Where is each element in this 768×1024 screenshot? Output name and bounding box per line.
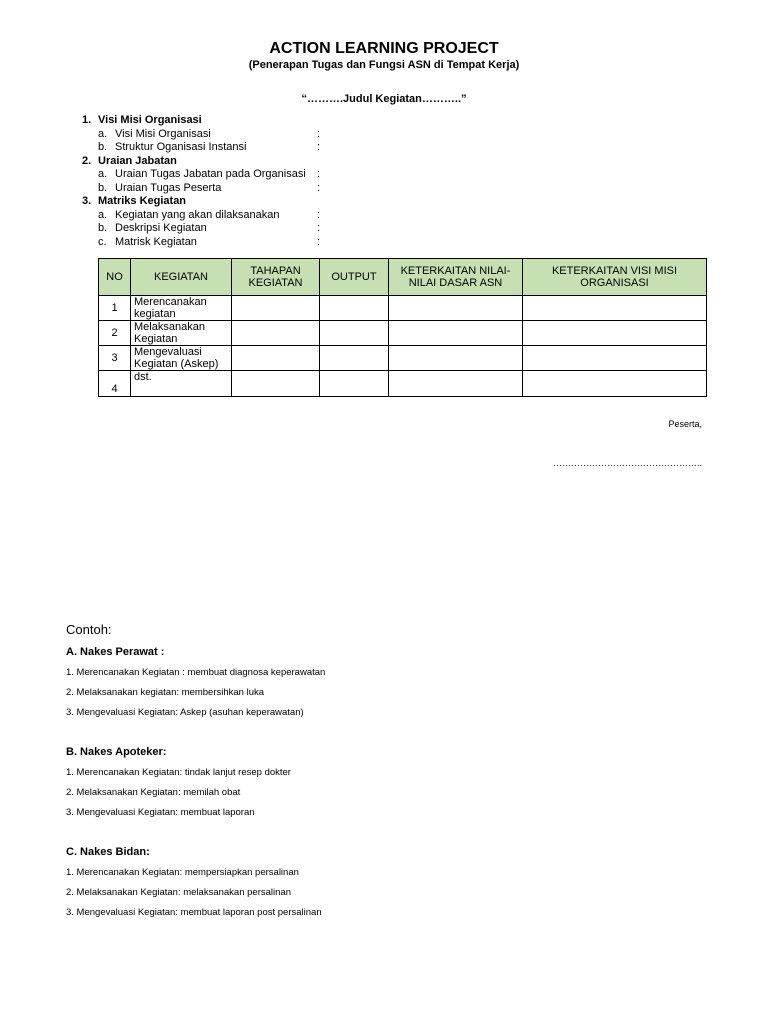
section-outline xyxy=(82,114,342,249)
cell-tahapan xyxy=(232,321,320,346)
cell-output xyxy=(320,346,389,371)
activity-title-placeholder: “……….Judul Kegiatan………..” xyxy=(301,93,467,105)
item-colon: : xyxy=(317,127,321,140)
example-item: 3. Mengevaluasi Kegiatan: membuat laporan xyxy=(66,807,255,818)
column-header-nilai-dasar: KETERKAITAN NILAI-NILAI DASAR ASN xyxy=(389,259,523,296)
item-colon: : xyxy=(317,222,321,234)
item-colon: : xyxy=(317,181,321,194)
outline-item xyxy=(82,209,342,223)
item-letter: a. xyxy=(98,208,108,221)
example-item: 1. Merencanakan Kegiatan: tindak lanjut resep dokter xyxy=(66,767,291,778)
cell-nilai-dasar xyxy=(389,346,523,371)
cell-output xyxy=(320,371,389,397)
cell-nilai-dasar xyxy=(389,371,523,397)
item-letter: a. xyxy=(98,127,108,140)
column-header-tahapan: TAHAPAN KEGIATAN xyxy=(232,259,320,296)
section-heading xyxy=(82,195,342,209)
example-item: 2. Melaksanakan Kegiatan: memilah obat xyxy=(66,787,241,798)
document-subtitle: (Penerapan Tugas dan Fungsi ASN di Tempat Kerja) xyxy=(248,59,520,71)
cell-no: 3 xyxy=(99,346,131,371)
column-header-kegiatan: KEGIATAN xyxy=(131,259,232,296)
example-group-title: B. Nakes Apoteker: xyxy=(66,746,167,758)
outline-item xyxy=(82,128,342,142)
item-text: Kegiatan yang akan dilaksanakan xyxy=(115,208,280,221)
item-text: Matrisk Kegiatan xyxy=(115,235,197,248)
cell-visi-misi xyxy=(523,346,707,371)
cell-tahapan xyxy=(232,346,320,371)
item-text: Uraian Tugas Peserta xyxy=(115,181,222,194)
example-group-title: C. Nakes Bidan: xyxy=(66,846,150,858)
examples-heading: Contoh: xyxy=(66,622,112,637)
item-colon: : xyxy=(317,235,321,248)
item-text: Deskripsi Kegiatan xyxy=(115,222,207,234)
section-number: 3. xyxy=(82,195,92,207)
table-row xyxy=(99,371,707,397)
table-header-row xyxy=(99,259,707,296)
item-colon: : xyxy=(317,168,321,180)
cell-kegiatan: Mengevaluasi Kegiatan (Askep) xyxy=(131,346,232,371)
signature-label: Peserta, xyxy=(668,419,702,429)
item-text: Struktur Oganisasi Instansi xyxy=(115,141,247,153)
item-letter: b. xyxy=(98,181,108,194)
example-item: 2. Melaksanakan Kegiatan: melaksanakan persalinan xyxy=(66,887,291,898)
section-label: Uraian Jabatan xyxy=(98,154,177,167)
cell-output xyxy=(320,321,389,346)
cell-output xyxy=(320,296,389,321)
cell-kegiatan: dst. xyxy=(131,371,232,397)
section-label: Matriks Kegiatan xyxy=(98,195,187,207)
example-group-bidan xyxy=(66,844,322,923)
example-item: 2. Melaksanakan kegiatan: membersihkan luka xyxy=(66,687,265,698)
section-number: 1. xyxy=(82,114,92,126)
item-letter: a. xyxy=(98,168,108,180)
example-item: 3. Mengevaluasi Kegiatan: Askep (asuhan keperawatan) xyxy=(66,707,304,718)
item-letter: c. xyxy=(98,235,107,248)
outline-item xyxy=(82,222,342,236)
table-row xyxy=(99,296,707,321)
cell-nilai-dasar xyxy=(389,321,523,346)
outline-item xyxy=(82,236,342,250)
cell-visi-misi xyxy=(523,296,707,321)
section-heading xyxy=(82,155,342,169)
cell-visi-misi xyxy=(523,321,707,346)
example-group-perawat xyxy=(66,644,325,723)
section-number: 2. xyxy=(82,154,92,167)
outline-item xyxy=(82,168,342,182)
cell-tahapan xyxy=(232,296,320,321)
cell-kegiatan: Melaksanakan Kegiatan xyxy=(131,321,232,346)
section-label: Visi Misi Organisasi xyxy=(98,114,202,126)
cell-no: 1 xyxy=(99,296,131,321)
activity-matrix-table xyxy=(98,258,707,397)
item-text: Visi Misi Organisasi xyxy=(115,127,211,140)
example-item: 1. Merencanakan Kegiatan: mempersiapkan persalinan xyxy=(66,867,299,878)
example-item: 3. Mengevaluasi Kegiatan: membuat laporan post persalinan xyxy=(66,907,322,918)
outline-item xyxy=(82,182,342,196)
cell-tahapan xyxy=(232,371,320,397)
example-item: 1. Merencanakan Kegiatan : membuat diagnosa keperawatan xyxy=(66,667,326,678)
cell-visi-misi xyxy=(523,371,707,397)
example-group-apoteker xyxy=(66,744,291,823)
signature-line: ………………………………………….. xyxy=(552,458,702,468)
table-row xyxy=(99,346,707,371)
document-title: ACTION LEARNING PROJECT xyxy=(269,40,499,57)
item-letter: b. xyxy=(98,222,108,234)
cell-kegiatan: Merencanakan kegiatan xyxy=(131,296,232,321)
cell-nilai-dasar xyxy=(389,296,523,321)
cell-no: 4 xyxy=(99,371,131,397)
item-letter: b. xyxy=(98,141,108,153)
section-heading xyxy=(82,114,342,128)
column-header-visi-misi: KETERKAITAN VISI MISI ORGANISASI xyxy=(523,259,707,296)
example-group-title: A. Nakes Perawat : xyxy=(66,646,165,658)
item-colon: : xyxy=(317,141,321,153)
column-header-output: OUTPUT xyxy=(320,259,389,296)
item-colon: : xyxy=(317,208,321,221)
item-text: Uraian Tugas Jabatan pada Organisasi xyxy=(115,168,306,180)
cell-no: 2 xyxy=(99,321,131,346)
column-header-no: NO xyxy=(99,259,131,296)
table-row xyxy=(99,321,707,346)
outline-item xyxy=(82,141,342,155)
